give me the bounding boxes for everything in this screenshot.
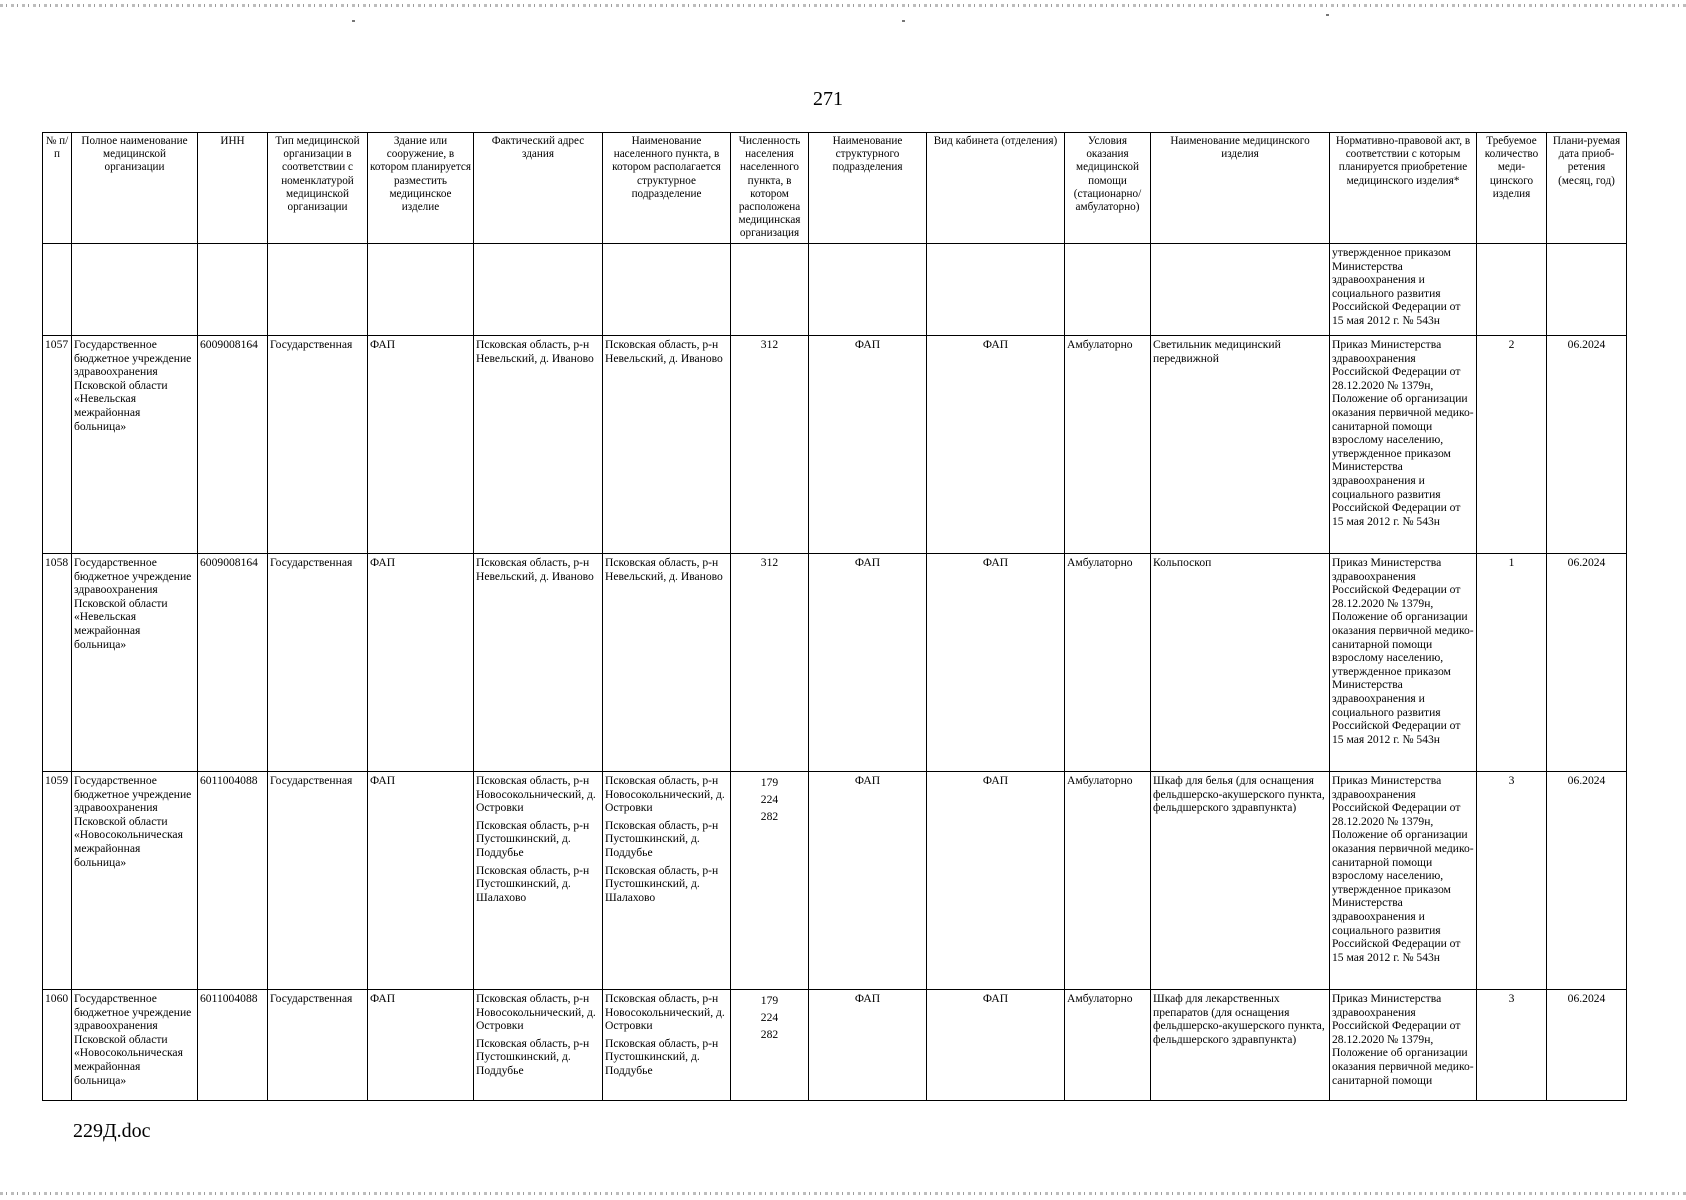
cell-unit: ФАП bbox=[809, 554, 927, 772]
cell-org: Государственное бюджетное учреждение здравоохранения Псковской области «Невельская межрайонная больница» bbox=[72, 554, 198, 772]
cell-date: 06.2024 bbox=[1547, 336, 1627, 554]
cell-conditions: Амбулаторно bbox=[1065, 990, 1151, 1101]
cell-inn: 6011004088 bbox=[198, 772, 268, 990]
locality-line: Псковская область, р-н Новосокольнический, д. Островки bbox=[605, 992, 725, 1033]
table-row-continuation bbox=[43, 244, 1627, 336]
cell-locality bbox=[603, 554, 731, 772]
cell-cabinet: ФАП bbox=[927, 336, 1065, 554]
cell-inn: 6009008164 bbox=[198, 554, 268, 772]
table-row bbox=[43, 772, 1627, 990]
header-building: Здание или сооружение, в котором планируется разместить медицинское изделие bbox=[368, 133, 474, 244]
cell-inn: 6009008164 bbox=[198, 336, 268, 554]
cell-empty bbox=[1065, 244, 1151, 336]
cell-empty bbox=[809, 244, 927, 336]
cell-empty bbox=[198, 244, 268, 336]
address-line: Псковская область, р-н Новосокольнический, д. Островки bbox=[476, 992, 596, 1033]
cell-conditions: Амбулаторно bbox=[1065, 554, 1151, 772]
cell-type: Государственная bbox=[268, 772, 368, 990]
locality-line: Псковская область, р-н Пустошкинский, д. Шалахово bbox=[605, 863, 719, 904]
cell-empty bbox=[43, 244, 72, 336]
document-filename: 229Д.doc bbox=[73, 1120, 151, 1142]
cell-address bbox=[474, 772, 603, 990]
cell-quantity: 1 bbox=[1477, 554, 1547, 772]
header-device: Наименование медицинского изделия bbox=[1151, 133, 1330, 244]
header-type: Тип медицинской организации в соответствии с номенклатурой медицинской организации bbox=[268, 133, 368, 244]
cell-locality bbox=[603, 772, 731, 990]
header-act: Нормативно-правовой акт, в соответствии с которым планируется приобретение медицинского изделия* bbox=[1330, 133, 1477, 244]
cell-inn: 6011004088 bbox=[198, 990, 268, 1101]
locality-line: Псковская область, р-н Невельский, д. Иваново bbox=[605, 338, 723, 365]
cell-empty bbox=[1547, 244, 1627, 336]
cell-address bbox=[474, 554, 603, 772]
cell-conditions: Амбулаторно bbox=[1065, 336, 1151, 554]
locality-line: Псковская область, р-н Пустошкинский, д. Поддубье bbox=[605, 1036, 719, 1077]
cell-empty bbox=[474, 244, 603, 336]
cell-cabinet: ФАП bbox=[927, 554, 1065, 772]
table-row bbox=[43, 990, 1627, 1101]
cell-device: Кольпоскоп bbox=[1151, 554, 1330, 772]
address-line: Псковская область, р-н Новосокольнический, д. Островки bbox=[476, 774, 596, 815]
scan-speck bbox=[352, 20, 355, 22]
cell-building: ФАП bbox=[368, 990, 474, 1101]
cell-locality bbox=[603, 990, 731, 1101]
cell-org: Государственное бюджетное учреждение здравоохранения Псковской области «Новосокольническая межрайонная больница» bbox=[72, 772, 198, 990]
table-row bbox=[43, 336, 1627, 554]
cell-date: 06.2024 bbox=[1547, 554, 1627, 772]
cell-act: Приказ Министерства здравоохранения Российской Федерации от 28.12.2020 № 1379н, Положение об организации оказания первичной медико-санитарной помощи взрослому населению, утвержденное приказом Министерства здравоохранения и социального развития Российской Федерации от 15 мая 2012 г. № 543н bbox=[1330, 772, 1477, 990]
address-line: Псковская область, р-н Пустошкинский, д. Шалахово bbox=[476, 863, 590, 904]
address-line: Псковская область, р-н Пустошкинский, д. Поддубье bbox=[476, 818, 590, 859]
header-num: № п/п bbox=[43, 133, 72, 244]
cell-type: Государственная bbox=[268, 336, 368, 554]
address-line: Псковская область, р-н Невельский, д. Иваново bbox=[476, 556, 594, 583]
cell-num: 1057 bbox=[43, 336, 72, 554]
cell-building: ФАП bbox=[368, 772, 474, 990]
cell-act: Приказ Министерства здравоохранения Российской Федерации от 28.12.2020 № 1379н, Положение об организации оказания первичной медико-санитарной помощи взрослому населению, утвержденное приказом Министерства здравоохранения и социального развития Российской Федерации от 15 мая 2012 г. № 543н bbox=[1330, 554, 1477, 772]
cell-empty bbox=[72, 244, 198, 336]
header-unit: Наименование структурного подразделения bbox=[809, 133, 927, 244]
cell-address bbox=[474, 336, 603, 554]
cell-empty bbox=[368, 244, 474, 336]
locality-line: Псковская область, р-н Невельский, д. Иваново bbox=[605, 556, 723, 583]
cell-cabinet: ФАП bbox=[927, 772, 1065, 990]
cell-act: Приказ Министерства здравоохранения Российской Федерации от 28.12.2020 № 1379н, Положение об организации оказания первичной медико-санитарной помощи взрослому населению, утвержденное приказом Министерства здравоохранения и социального развития Российской Федерации от 15 мая 2012 г. № 543н bbox=[1330, 336, 1477, 554]
cell-date: 06.2024 bbox=[1547, 990, 1627, 1101]
cell-address bbox=[474, 990, 603, 1101]
cell-type: Государственная bbox=[268, 554, 368, 772]
cell-quantity: 2 bbox=[1477, 336, 1547, 554]
header-population: Численность населения населенного пункта, в котором расположена медицинская организация bbox=[731, 133, 809, 244]
cell-empty bbox=[1477, 244, 1547, 336]
header-org: Полное наименование медицинской организации bbox=[72, 133, 198, 244]
cell-unit: ФАП bbox=[809, 772, 927, 990]
scan-speck bbox=[902, 20, 905, 22]
header-date: Плани-руемая дата приоб-ретения (месяц, год) bbox=[1547, 133, 1627, 244]
cell-device: Шкаф для лекарственных препаратов (для оснащения фельдшерско-акушерского пункта, фельдшерского здравпункта) bbox=[1151, 990, 1330, 1101]
header-locality: Наименование населенного пункта, в котором располагается структурное подразделение bbox=[603, 133, 731, 244]
table-row bbox=[43, 554, 1627, 772]
cell-num: 1058 bbox=[43, 554, 72, 772]
cell-device: Шкаф для белья (для оснащения фельдшерско-акушерского пункта, фельдшерского здравпункта) bbox=[1151, 772, 1330, 990]
cell-building: ФАП bbox=[368, 554, 474, 772]
cell-num: 1059 bbox=[43, 772, 72, 990]
cell-locality bbox=[603, 336, 731, 554]
cell-device: Светильник медицинский передвижной bbox=[1151, 336, 1330, 554]
cell-conditions: Амбулаторно bbox=[1065, 772, 1151, 990]
cell-num: 1060 bbox=[43, 990, 72, 1101]
cell-quantity: 3 bbox=[1477, 772, 1547, 990]
cell-org: Государственное бюджетное учреждение здравоохранения Псковской области «Новосокольническая межрайонная больница» bbox=[72, 990, 198, 1101]
locality-line: Псковская область, р-н Пустошкинский, д. Поддубье bbox=[605, 818, 719, 859]
cell-empty bbox=[603, 244, 731, 336]
page-number: 271 bbox=[813, 88, 843, 110]
cell-population: 179 224 282 bbox=[731, 990, 809, 1101]
cell-unit: ФАП bbox=[809, 336, 927, 554]
locality-line: Псковская область, р-н Новосокольнический, д. Островки bbox=[605, 774, 725, 815]
header-conditions: Условия оказания медицинской помощи (стационарно/ амбулаторно) bbox=[1065, 133, 1151, 244]
scan-edge-top bbox=[0, 4, 1686, 7]
cell-population: 179 224 282 bbox=[731, 772, 809, 990]
cell-act: Приказ Министерства здравоохранения Российской Федерации от 28.12.2020 № 1379н, Положение об организации оказания первичной медико-санитарной помощи bbox=[1330, 990, 1477, 1101]
header-quantity: Требуемое количество меди-цинского изделия bbox=[1477, 133, 1547, 244]
cell-empty bbox=[268, 244, 368, 336]
header-inn: ИНН bbox=[198, 133, 268, 244]
header-cabinet: Вид кабинета (отделения) bbox=[927, 133, 1065, 244]
cell-unit: ФАП bbox=[809, 990, 927, 1101]
cell-act-continuation: утвержденное приказом Министерства здравоохранения и социального развития Российской Федерации от 15 мая 2012 г. № 543н bbox=[1330, 244, 1477, 336]
cell-empty bbox=[731, 244, 809, 336]
address-line: Псковская область, р-н Невельский, д. Иваново bbox=[476, 338, 594, 365]
cell-cabinet: ФАП bbox=[927, 990, 1065, 1101]
cell-date: 06.2024 bbox=[1547, 772, 1627, 990]
scan-edge-bottom bbox=[0, 1192, 1686, 1195]
cell-type: Государственная bbox=[268, 990, 368, 1101]
scan-speck bbox=[1326, 14, 1329, 16]
cell-org: Государственное бюджетное учреждение здравоохранения Псковской области «Невельская межрайонная больница» bbox=[72, 336, 198, 554]
cell-population: 312 bbox=[731, 554, 809, 772]
cell-quantity: 3 bbox=[1477, 990, 1547, 1101]
cell-empty bbox=[1151, 244, 1330, 336]
header-row bbox=[43, 133, 1627, 244]
address-line: Псковская область, р-н Пустошкинский, д. Поддубье bbox=[476, 1036, 590, 1077]
cell-population: 312 bbox=[731, 336, 809, 554]
cell-empty bbox=[927, 244, 1065, 336]
device-register-table bbox=[42, 132, 1627, 1101]
cell-building: ФАП bbox=[368, 336, 474, 554]
header-address: Фактический адрес здания bbox=[474, 133, 603, 244]
